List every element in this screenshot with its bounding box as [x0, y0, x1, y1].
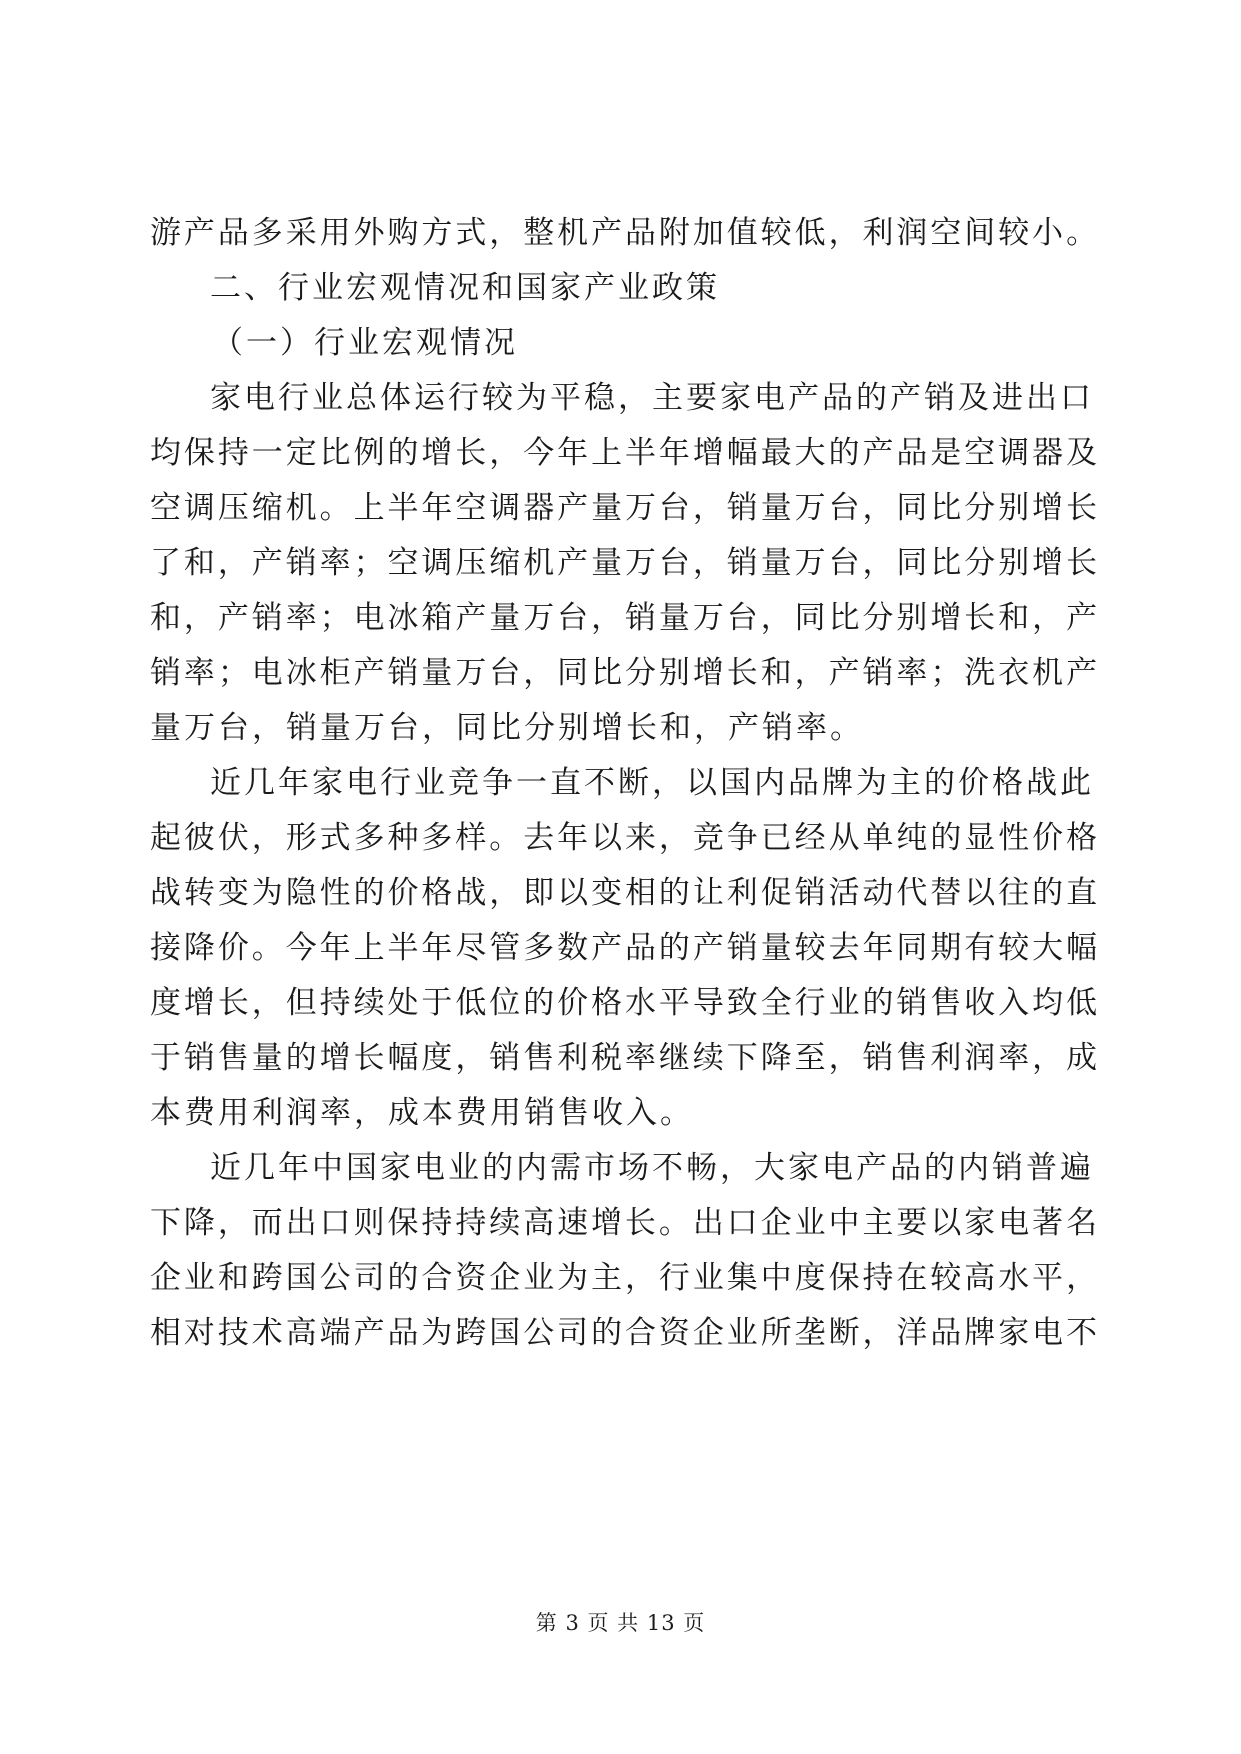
document-page: 游产品多采用外购方式，整机产品附加值较低，利润空间较小。 二、行业宏观情况和国家产业政策 （一）行业宏观情况 家电行业总体运行较为平稳，主要家电产品的产销及进出口 均保持一定比例的增长，今年上半年增幅最大的产品是空调器及 空调压缩机。上半年空调器产量万台，销量万台，同比分别增长 了和，产销率；空调压缩机产量万台，销量万台，同比分别增长 和，产销率；电冰箱产量万台，销量万台，同比分别增长和，产 销率；电冰柜产销量万台，同比分别增长和，产销率；洗衣机产 量万台，销量万台，同比分别增长和，产销率。 近几年家电行业竞争一直不断，以国内品牌为主的价格战此 起彼伏，形式多种多样。去年以来，竞争已经从单纯的显性价格 战转变为隐性的价格战，即以变相的让利促销活动代替以往的直 接降价。今年上半年尽管多数产品的产销量较去年同期有较大幅 度增长，但持续处于低位的价格水平导致全行业的销售收入均低 于销售量的增长幅度，销售利税率继续下降至，销售利润率，成 本费用利润率，成本费用销售收入。 近几年中国家电业的内需市场不畅，大家电产品的内销普遍 下降，而出口则保持持续高速增长。出口企业中主要以家电著名 企业和跨国公司的合资企业为主，行业集中度保持在较高水平， 相对技术高端产品为跨国公司的合资企业所垄断，洋品牌家电不 第 3 页 共 13 页 — [0, 0, 1241, 1754]
page-footer: 第 3 页 共 13 页 — [535, 1611, 706, 1635]
